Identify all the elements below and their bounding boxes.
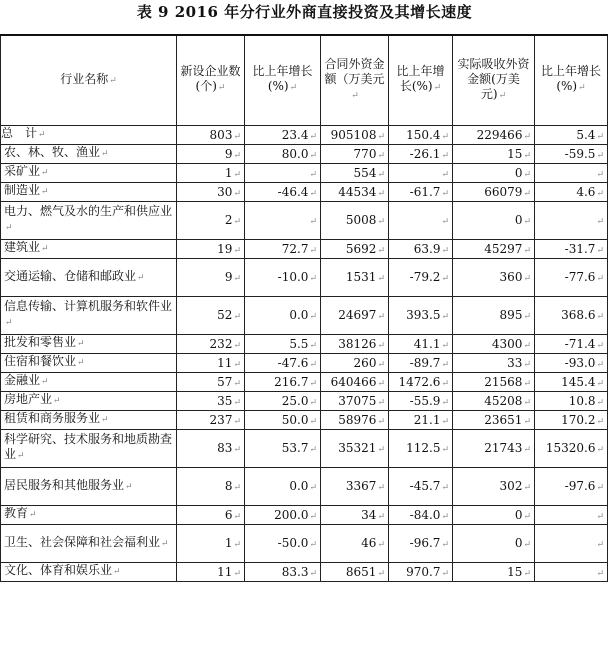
table-row [1, 296, 608, 334]
cell-actual-amount: 45297↵ [453, 239, 535, 258]
cell-growth-firms: 25.0↵ [245, 391, 321, 410]
cell-industry-name: 交通运输、仓储和邮政业↵ [1, 258, 177, 296]
cell-actual-amount: 15↵ [453, 562, 535, 581]
header-industry: 行业名称↵ [1, 35, 177, 125]
cell-actual-amount: 66079↵ [453, 182, 535, 201]
cell-growth-firms: 0.0↵ [245, 467, 321, 505]
cell-new-firms: 19↵ [177, 239, 245, 258]
cell-growth-actual: ↵ [535, 505, 608, 524]
table-row [1, 144, 608, 163]
table-row [1, 182, 608, 201]
cell-growth-actual: -59.5↵ [535, 144, 608, 163]
cell-actual-amount: 302↵ [453, 467, 535, 505]
table-row [1, 258, 608, 296]
table-row [1, 125, 608, 144]
cell-growth-contract: -61.7↵ [389, 182, 453, 201]
cell-actual-amount: 895↵ [453, 296, 535, 334]
table-row [1, 562, 608, 581]
cell-new-firms: 803↵ [177, 125, 245, 144]
cell-growth-contract: 63.9↵ [389, 239, 453, 258]
cell-contract-amount: 46↵ [321, 524, 389, 562]
cell-industry-name: 批发和零售业↵ [1, 334, 177, 353]
cell-growth-actual: 368.6↵ [535, 296, 608, 334]
header-growth-contract: 比上年增长(%)↵ [389, 35, 453, 125]
cell-actual-amount: 15↵ [453, 144, 535, 163]
cell-contract-amount: 905108↵ [321, 125, 389, 144]
cell-growth-firms: ↵ [245, 201, 321, 239]
cell-new-firms: 237↵ [177, 410, 245, 429]
cell-growth-actual: ↵ [535, 201, 608, 239]
cell-new-firms: 52↵ [177, 296, 245, 334]
cell-growth-contract: 150.4↵ [389, 125, 453, 144]
header-row [1, 35, 608, 125]
cell-contract-amount: 770↵ [321, 144, 389, 163]
cell-industry-name: 租赁和商务服务业↵ [1, 410, 177, 429]
cell-industry-name: 教育↵ [1, 505, 177, 524]
cell-industry-name: 电力、燃气及水的生产和供应业↵ [1, 201, 177, 239]
cell-growth-actual: ↵ [535, 163, 608, 182]
cell-growth-actual: 5.4↵ [535, 125, 608, 144]
header-growth-firms: 比上年增长(%)↵ [245, 35, 321, 125]
table-row [1, 505, 608, 524]
cell-contract-amount: 554↵ [321, 163, 389, 182]
cell-industry-name: 文化、体育和娱乐业↵ [1, 562, 177, 581]
cell-contract-amount: 44534↵ [321, 182, 389, 201]
cell-industry-name: 房地产业↵ [1, 391, 177, 410]
cell-actual-amount: 229466↵ [453, 125, 535, 144]
cell-industry-name: 科学研究、技术服务和地质勘查业↵ [1, 429, 177, 467]
table-row [1, 334, 608, 353]
table-row [1, 239, 608, 258]
cell-growth-contract: -26.1↵ [389, 144, 453, 163]
fdi-table [0, 34, 608, 582]
header-new-firms: 新设企业数(个)↵ [177, 35, 245, 125]
cell-growth-actual: -31.7↵ [535, 239, 608, 258]
cell-growth-firms: 80.0↵ [245, 144, 321, 163]
cell-growth-firms: -46.4↵ [245, 182, 321, 201]
cell-new-firms: 6↵ [177, 505, 245, 524]
cell-industry-name: 卫生、社会保障和社会福利业↵ [1, 524, 177, 562]
cell-new-firms: 30↵ [177, 182, 245, 201]
cell-growth-actual: 4.6↵ [535, 182, 608, 201]
cell-contract-amount: 3367↵ [321, 467, 389, 505]
cell-industry-name: 建筑业↵ [1, 239, 177, 258]
header-growth-actual: 比上年增长(%)↵ [535, 35, 608, 125]
table-row [1, 353, 608, 372]
table-row [1, 391, 608, 410]
cell-contract-amount: 640466↵ [321, 372, 389, 391]
table-title: 表 9 2016 年分行业外商直接投资及其增长速度 [136, 3, 473, 21]
cell-growth-firms: 216.7↵ [245, 372, 321, 391]
cell-growth-contract: 1472.6↵ [389, 372, 453, 391]
cell-growth-firms: -10.0↵ [245, 258, 321, 296]
cell-growth-contract: ↵ [389, 201, 453, 239]
cell-new-firms: 9↵ [177, 258, 245, 296]
cell-growth-contract: 112.5↵ [389, 429, 453, 467]
cell-actual-amount: 0↵ [453, 163, 535, 182]
cell-growth-actual: -97.6↵ [535, 467, 608, 505]
cell-growth-firms: 83.3↵ [245, 562, 321, 581]
cell-growth-actual: ↵ [535, 524, 608, 562]
cell-growth-firms: 72.7↵ [245, 239, 321, 258]
cell-industry-name: 采矿业↵ [1, 163, 177, 182]
cell-growth-contract: 393.5↵ [389, 296, 453, 334]
cell-growth-firms: 5.5↵ [245, 334, 321, 353]
cell-new-firms: 232↵ [177, 334, 245, 353]
cell-growth-actual: 10.8↵ [535, 391, 608, 410]
table-row [1, 467, 608, 505]
cell-actual-amount: 45208↵ [453, 391, 535, 410]
cell-growth-actual: ↵ [535, 562, 608, 581]
cell-industry-name: 金融业↵ [1, 372, 177, 391]
cell-actual-amount: 360↵ [453, 258, 535, 296]
table-row [1, 163, 608, 182]
cell-contract-amount: 8651↵ [321, 562, 389, 581]
cell-new-firms: 1↵ [177, 524, 245, 562]
cell-growth-firms: 53.7↵ [245, 429, 321, 467]
cell-growth-contract: -45.7↵ [389, 467, 453, 505]
cell-growth-contract: 41.1↵ [389, 334, 453, 353]
table-row [1, 410, 608, 429]
cell-new-firms: 8↵ [177, 467, 245, 505]
cell-growth-contract: ↵ [389, 163, 453, 182]
cell-growth-actual: -77.6↵ [535, 258, 608, 296]
table-row [1, 524, 608, 562]
cell-contract-amount: 37075↵ [321, 391, 389, 410]
cell-growth-firms: 200.0↵ [245, 505, 321, 524]
cell-industry-name: 农、林、牧、渔业↵ [1, 144, 177, 163]
header-actual-amount: 实际吸收外资金额(万美元)↵ [453, 35, 535, 125]
cell-new-firms: 35↵ [177, 391, 245, 410]
cell-growth-contract: -79.2↵ [389, 258, 453, 296]
header-contract-amount: 合同外资金额（万美元↵ [321, 35, 389, 125]
table-row [1, 372, 608, 391]
table-body [1, 125, 608, 581]
cell-actual-amount: 4300↵ [453, 334, 535, 353]
cell-contract-amount: 1531↵ [321, 258, 389, 296]
cell-new-firms: 11↵ [177, 353, 245, 372]
cell-growth-contract: -55.9↵ [389, 391, 453, 410]
cell-growth-actual: -71.4↵ [535, 334, 608, 353]
cell-growth-contract: 21.1↵ [389, 410, 453, 429]
cell-contract-amount: 34↵ [321, 505, 389, 524]
cell-contract-amount: 5692↵ [321, 239, 389, 258]
cell-growth-firms: -50.0↵ [245, 524, 321, 562]
cell-growth-actual: 145.4↵ [535, 372, 608, 391]
cell-actual-amount: 23651↵ [453, 410, 535, 429]
cell-growth-firms: ↵ [245, 163, 321, 182]
table-row [1, 429, 608, 467]
cell-industry-name: 总 计↵ [1, 125, 177, 144]
cell-growth-actual: 15320.6↵ [535, 429, 608, 467]
cell-growth-contract: -84.0↵ [389, 505, 453, 524]
cell-contract-amount: 35321↵ [321, 429, 389, 467]
cell-contract-amount: 38126↵ [321, 334, 389, 353]
cell-new-firms: 9↵ [177, 144, 245, 163]
cell-industry-name: 制造业↵ [1, 182, 177, 201]
cell-contract-amount: 260↵ [321, 353, 389, 372]
cell-contract-amount: 58976↵ [321, 410, 389, 429]
cell-new-firms: 2↵ [177, 201, 245, 239]
cell-new-firms: 1↵ [177, 163, 245, 182]
cell-contract-amount: 5008↵ [321, 201, 389, 239]
cell-new-firms: 83↵ [177, 429, 245, 467]
cell-actual-amount: 0↵ [453, 524, 535, 562]
cell-new-firms: 57↵ [177, 372, 245, 391]
cell-new-firms: 11↵ [177, 562, 245, 581]
cell-industry-name: 住宿和餐饮业↵ [1, 353, 177, 372]
cell-growth-actual: 170.2↵ [535, 410, 608, 429]
cell-growth-contract: 970.7↵ [389, 562, 453, 581]
cell-actual-amount: 0↵ [453, 505, 535, 524]
cell-growth-contract: -89.7↵ [389, 353, 453, 372]
cell-actual-amount: 21743↵ [453, 429, 535, 467]
cell-actual-amount: 33↵ [453, 353, 535, 372]
table-row [1, 201, 608, 239]
cell-industry-name: 居民服务和其他服务业↵ [1, 467, 177, 505]
cell-growth-firms: 0.0↵ [245, 296, 321, 334]
cell-growth-contract: -96.7↵ [389, 524, 453, 562]
cell-industry-name: 信息传输、计算机服务和软件业↵ [1, 296, 177, 334]
cell-contract-amount: 24697↵ [321, 296, 389, 334]
cell-growth-firms: -47.6↵ [245, 353, 321, 372]
cell-actual-amount: 0↵ [453, 201, 535, 239]
cell-growth-firms: 50.0↵ [245, 410, 321, 429]
cell-actual-amount: 21568↵ [453, 372, 535, 391]
cell-growth-actual: -93.0↵ [535, 353, 608, 372]
table-header [1, 35, 608, 125]
cell-growth-firms: 23.4↵ [245, 125, 321, 144]
